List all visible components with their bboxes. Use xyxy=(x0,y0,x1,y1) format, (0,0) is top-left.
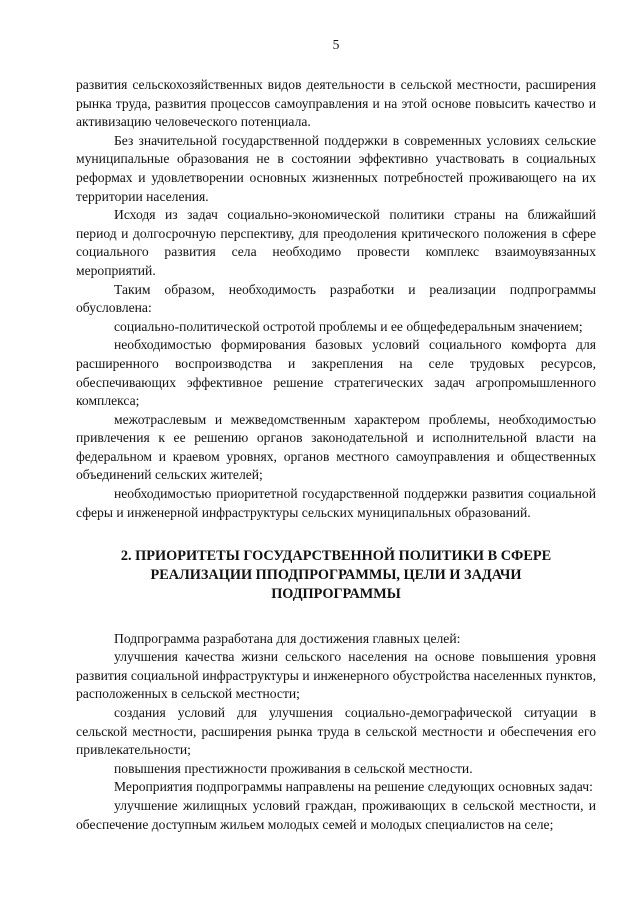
list-item: улучшения качества жизни сельского населения на основе повышения уровня развития социальной инфраструктуры и инженерного обустройства населенных пунктов, расположенных в сельской местности; xyxy=(76,649,596,702)
list-item: создания условий для улучшения социально-демографической ситуации в сельской местности, расширения рынка труда в сельской местности и обеспечения его привлекательности; xyxy=(76,705,596,758)
list-item: необходимостью формирования базовых условий социального комфорта для расширенного воспроизводства и закрепления на селе трудовых ресурсов, обеспечивающих эффективное решение стратегических задач агропромышленного комплекса; xyxy=(76,337,596,409)
section-heading-line: РЕАЛИЗАЦИИ ППОДПРОГРАММЫ, ЦЕЛИ И ЗАДАЧИ xyxy=(150,567,522,584)
section-heading-line: 2. ПРИОРИТЕТЫ ГОСУДАРСТВЕННОЙ ПОЛИТИКИ В СФЕРЕ xyxy=(120,548,552,565)
section-heading-line: ПОДПРОГРАММЫ xyxy=(271,585,401,602)
paragraph: Таким образом, необходимость разработки и реализации подпрограммы обусловлена: xyxy=(76,281,596,316)
list-item: межотраслевым и межведомственным характером проблемы, необходимостью привлечения к ее решению органов законодательной и исполнительной власти на федеральном и краевом уровнях, органов местного самоуправления и общественных объединений сельских жителей; xyxy=(76,411,596,483)
list-item: повышения престижности проживания в сельской местности. xyxy=(114,760,473,776)
list-item: улучшение жилищных условий граждан, проживающих в сельской местности, и обеспечение доступным жильем молодых семей и молодых специалистов на селе; xyxy=(76,797,596,832)
paragraph: развития сельскохозяйственных видов деятельности в сельской местности, расширения рынка труда, развития процессов самоуправления и на этой основе повысить качество и активизацию человеческого потенциала. xyxy=(76,77,596,130)
paragraph: Без значительной государственной поддержки в современных условиях сельские муниципальные образования не в состоянии эффективно участвовать в социальных реформах и удовлетворении основных жизненных потребностей проживающего на их территории населения. xyxy=(76,132,596,204)
list-item: необходимостью приоритетной государственной поддержки развития социальной сферы и инженерной инфраструктуры сельских муниципальных образований. xyxy=(76,486,596,520)
section-heading xyxy=(76,547,596,603)
list-item: социально-политической остротой проблемы и ее общефедеральным значением; xyxy=(114,318,583,334)
page-number: 5 xyxy=(332,37,340,52)
paragraph: Мероприятия подпрограммы направлены на решение следующих основных задач: xyxy=(114,779,593,795)
paragraph: Исходя из задач социально-экономической политики страны на ближайший период и долгосрочную перспективу, для преодоления критического положения в сфере социального развития села необходимо провести комплекс взаимоувязанных мероприятий. xyxy=(76,207,596,278)
paragraph: Подпрограмма разработана для достижения главных целей: xyxy=(114,630,461,646)
